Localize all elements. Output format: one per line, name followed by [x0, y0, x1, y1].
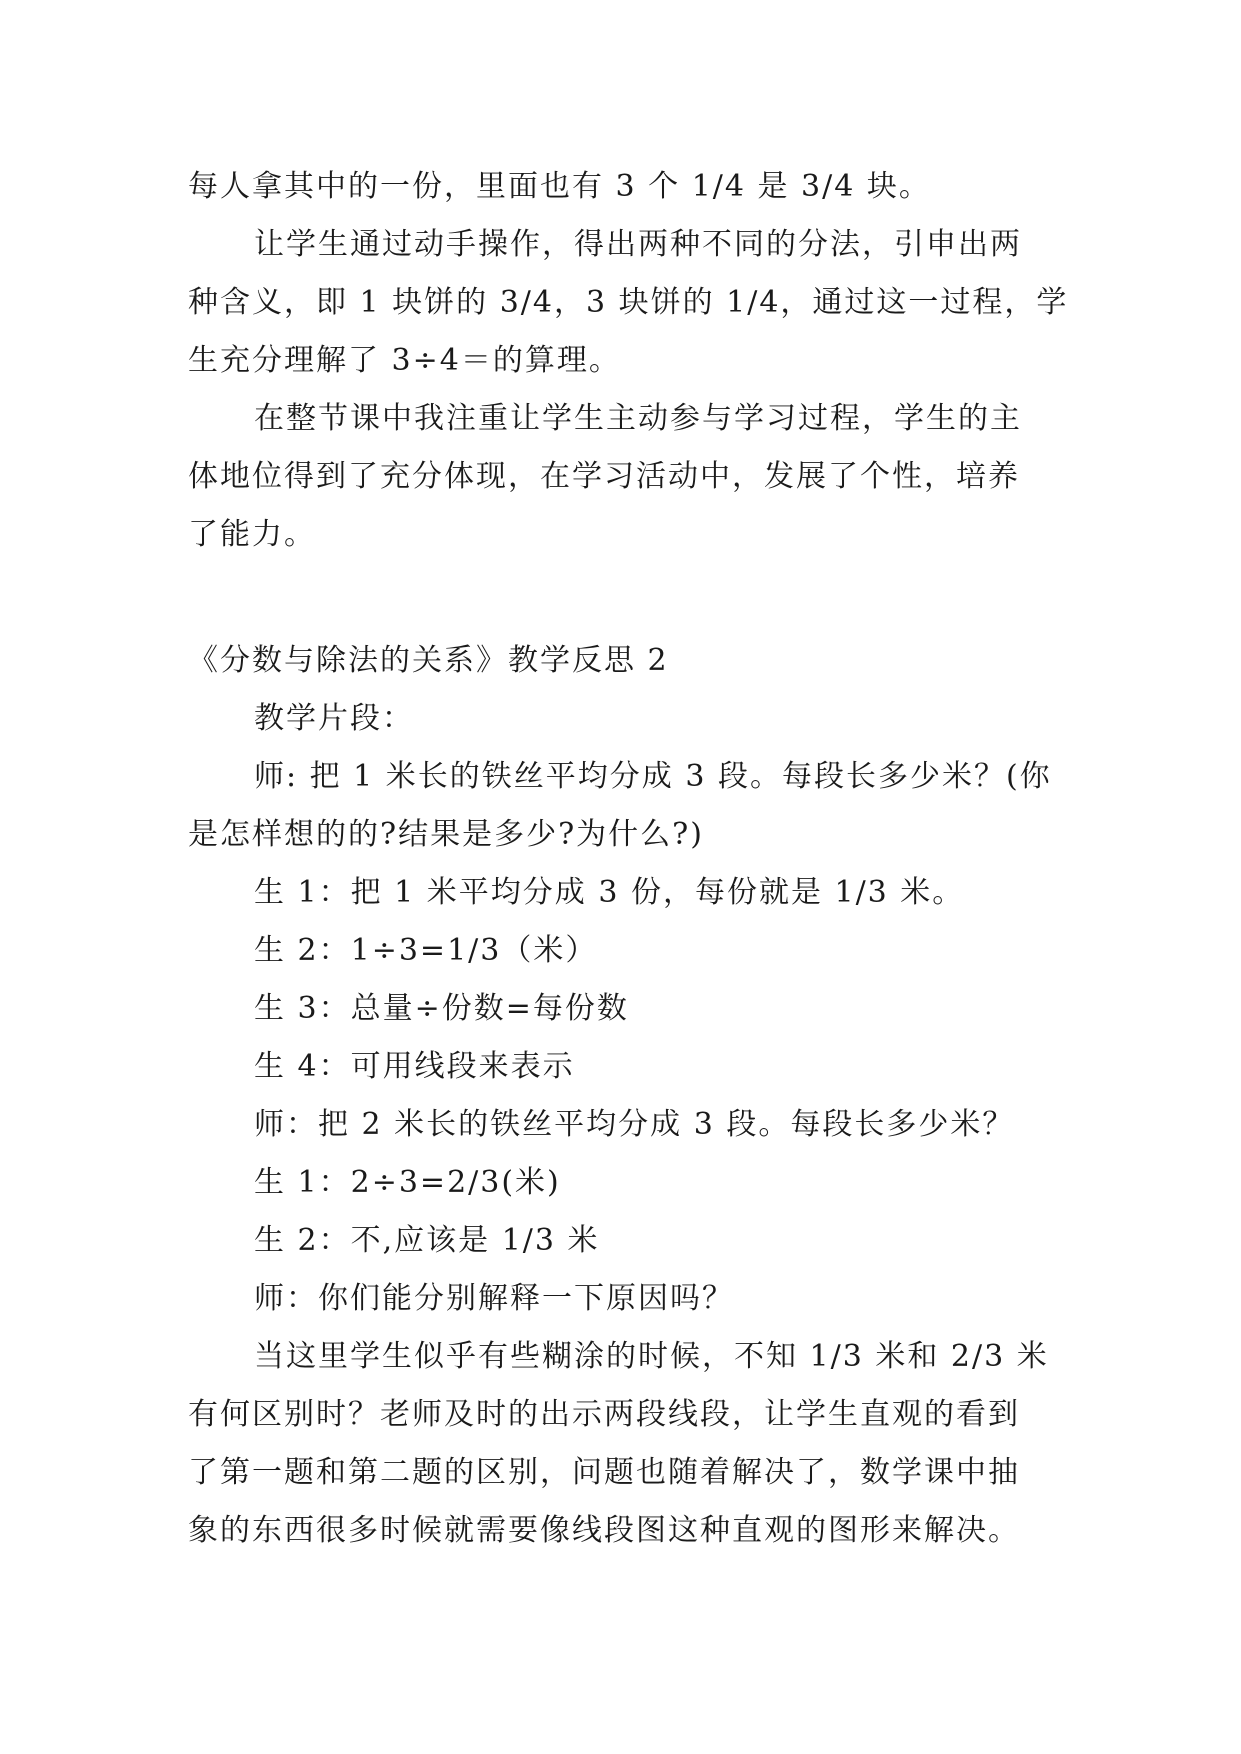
dialogue-line: 生 4：可用线段来表示	[254, 1049, 575, 1084]
dialogue-line: 师: 把 1 米长的铁丝平均分成 3 段。每段长多少米？(你	[254, 759, 1052, 794]
text-line: 体地位得到了充分体现，在学习活动中，发展了个性，培养	[188, 459, 1020, 494]
text-line: 在整节课中我注重让学生主动参与学习过程，学生的主	[254, 401, 1022, 436]
dialogue-line: 师：把 2 米长的铁丝平均分成 3 段。每段长多少米？	[254, 1107, 1015, 1142]
text-line: 种含义，即 1 块饼的 3/4，3 块饼的 1/4，通过这一过程，学	[188, 285, 1069, 320]
dialogue	[188, 748, 1068, 1328]
paragraph-reflection	[188, 1328, 1068, 1560]
dialogue-line: 生 2：1÷3=1/3（米）	[254, 933, 598, 968]
document-body	[188, 158, 1068, 1560]
paragraph-continuation	[188, 158, 1068, 216]
text-line: 每人拿其中的一份，里面也有 3 个 1/4 是 3/4 块。	[188, 169, 931, 204]
dialogue-line: 生 1：2÷3=2/3(米)	[254, 1165, 561, 1200]
text-line: 当这里学生似乎有些糊涂的时候，不知 1/3 米和 2/3 米	[254, 1339, 1049, 1374]
text-line: 了第一题和第二题的区别，问题也随着解决了，数学课中抽	[188, 1455, 1020, 1490]
section-title: 《分数与除法的关系》教学反思 2	[188, 643, 669, 678]
segment-label: 教学片段：	[254, 701, 414, 736]
text-line: 象的东西很多时候就需要像线段图这种直观的图形来解决。	[188, 1513, 1020, 1548]
text-line: 让学生通过动手操作，得出两种不同的分法，引申出两	[254, 227, 1022, 262]
paragraph-summary	[188, 390, 1068, 564]
text-line: 有何区别时？老师及时的出示两段线段，让学生直观的看到	[188, 1397, 1020, 1432]
dialogue-line: 师：你们能分别解释一下原因吗？	[254, 1281, 734, 1316]
dialogue-line: 是怎样想的的?结果是多少?为什么?)	[188, 817, 704, 852]
dialogue-line: 生 3：总量÷份数=每份数	[254, 991, 629, 1026]
dialogue-line: 生 1：把 1 米平均分成 3 份，每份就是 1/3 米。	[254, 875, 965, 910]
paragraph-operation	[188, 216, 1068, 390]
text-line: 生充分理解了 3÷4＝的算理。	[188, 343, 621, 378]
dialogue-line: 生 2：不,应该是 1/3 米	[254, 1223, 600, 1258]
text-line: 了能力。	[188, 517, 316, 552]
section-spacer	[188, 564, 1068, 632]
